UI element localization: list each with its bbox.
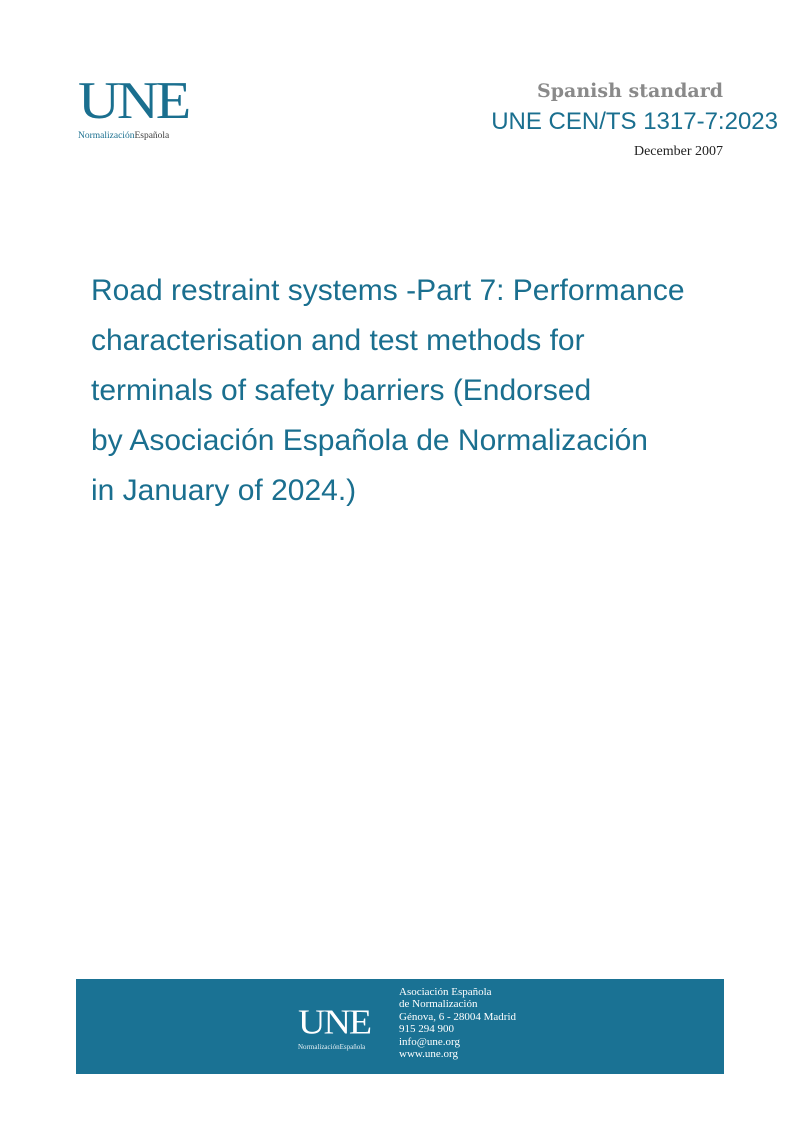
org-phone: 915 294 900 — [399, 1023, 454, 1036]
footer-logo-tagline — [298, 1043, 388, 1052]
footer-banner — [76, 979, 724, 1074]
standard-header — [491, 78, 778, 162]
title-line-2: characterisation and test methods for — [91, 324, 585, 357]
une-logo — [78, 70, 196, 144]
title-line-1: Road restraint systems -Part 7: Performance — [91, 274, 685, 307]
logo-mark: UNE — [78, 70, 189, 131]
org-website: www.une.org — [399, 1048, 458, 1061]
footer-contact — [399, 986, 516, 1060]
footer-une-logo — [298, 1005, 388, 1052]
footer-logo-tagline-part1: Normalización — [298, 1043, 340, 1051]
logo-tagline-part1: Normalización — [78, 131, 135, 141]
logo-tagline-part2: Española — [134, 131, 170, 141]
document-title — [91, 266, 771, 516]
title-line-4: by Asociación Española de Normalización — [91, 424, 648, 457]
title-line-3: terminals of safety barriers (Endorsed — [91, 374, 592, 407]
footer-logo-mark: UNE — [298, 1003, 371, 1042]
footer-logo-tagline-part2: Española — [339, 1043, 366, 1051]
org-email: info@une.org — [399, 1035, 460, 1048]
org-name-line-2: de Normalización — [399, 998, 478, 1011]
standard-code: UNE CEN/TS 1317-7:2023 — [491, 108, 778, 135]
standard-date: December 2007 — [633, 144, 723, 159]
org-address: Génova, 6 - 28004 Madrid — [399, 1010, 517, 1023]
logo-tagline — [78, 130, 196, 142]
org-name-line-1: Asociación Española — [399, 986, 492, 998]
title-line-5: in January of 2024.) — [91, 474, 357, 507]
standard-type: Spanish standard — [537, 80, 723, 102]
